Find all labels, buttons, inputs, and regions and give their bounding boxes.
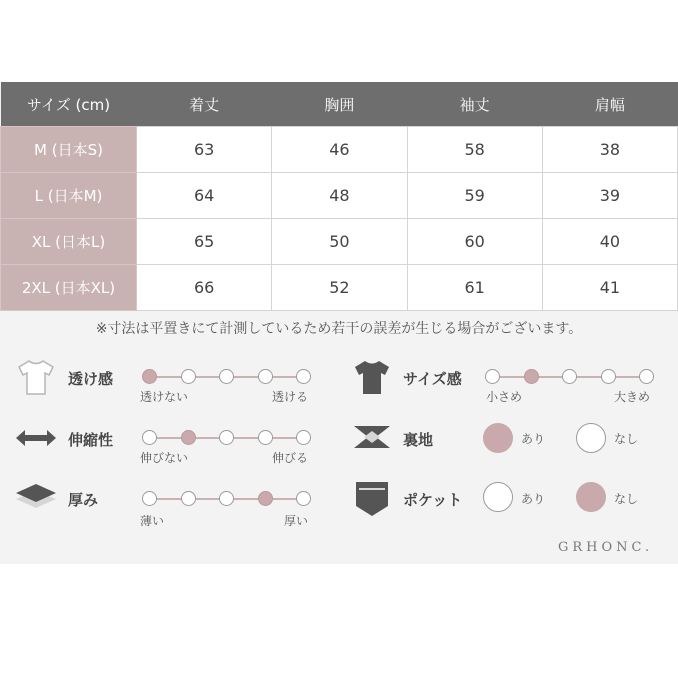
value-cell: 58 [407,127,542,173]
thickness-label: 厚み [68,491,99,509]
thickness-scale-dot [258,491,273,506]
pocket-label: ポケット [403,491,463,509]
stretch-scale-dot [181,430,196,445]
value-cell: 65 [137,219,272,265]
header-size: サイズ (cm) [1,82,137,127]
fit-scale-dot [601,369,616,384]
sheer-scale-dot [296,369,311,384]
value-cell: 48 [272,173,407,219]
value-cell: 50 [272,219,407,265]
stretch-scale-dot [142,430,157,445]
value-cell: 38 [542,127,677,173]
value-cell: 41 [542,265,677,311]
stretch-scale-dot [258,430,273,445]
value-cell: 39 [542,173,677,219]
header-sleeve: 袖丈 [407,82,542,127]
lining-no-option [576,423,606,453]
header-chest: 胸囲 [272,82,407,127]
sheer-min-label: 透けない [140,390,189,404]
thickness-min-label: 薄い [140,514,165,528]
value-cell: 40 [542,219,677,265]
table-row [1,127,678,173]
fit-scale-dot [639,369,654,384]
lining-yes-option [483,423,513,453]
value-cell: 66 [137,265,272,311]
value-cell: 60 [407,219,542,265]
value-cell: 52 [272,265,407,311]
pocket-no-option [576,482,606,512]
header-shoulder: 肩幅 [542,82,677,127]
table-header-row [1,82,678,127]
stretch-min-label: 伸びない [140,451,189,465]
fit-scale-dot [485,369,500,384]
pocket-no-label: なし [614,492,639,506]
thickness-scale-dot [181,491,196,506]
stretch-label: 伸縮性 [68,431,114,449]
value-cell: 46 [272,127,407,173]
sheer-scale-dot [142,369,157,384]
stretch-scale-dot [219,430,234,445]
size-cell: M (日本S) [1,127,137,173]
stretch-scale-dot [296,430,311,445]
table-row [1,219,678,265]
fit-min-label: 小さめ [486,390,523,404]
sheer-scale-dot [181,369,196,384]
brand-logo: GRHONC. [558,540,654,555]
thickness-scale-dot [296,491,311,506]
lining-yes-label: あり [521,432,546,446]
layers-icon [15,482,57,510]
size-table [0,82,678,311]
size-cell: XL (日本L) [1,219,137,265]
table-row [1,173,678,219]
value-cell: 64 [137,173,272,219]
value-cell: 59 [407,173,542,219]
white-tshirt-icon [16,358,56,396]
header-length: 着丈 [137,82,272,127]
pocket-yes-label: あり [521,492,546,506]
sheer-scale-dot [219,369,234,384]
fit-scale-dot [562,369,577,384]
measurement-note: ※寸法は平置きにて計測しているため若干の誤差が生じる場合がございます。 [95,321,583,337]
size-cell: L (日本M) [1,173,137,219]
fit-label: サイズ感 [403,370,462,388]
table-row [1,265,678,311]
fit-scale-dot [524,369,539,384]
thickness-scale-dot [142,491,157,506]
sheer-scale-dot [258,369,273,384]
size-cell: 2XL (日本XL) [1,265,137,311]
lining-icon [352,424,392,452]
sheer-label: 透け感 [68,370,114,388]
value-cell: 63 [137,127,272,173]
fit-max-label: 大きめ [614,390,651,404]
lining-no-label: なし [614,432,639,446]
stretch-max-label: 伸びる [272,451,309,465]
sheer-max-label: 透ける [272,390,309,404]
thickness-scale-dot [219,491,234,506]
double-arrow-icon [15,428,57,448]
value-cell: 61 [407,265,542,311]
pocket-yes-option [483,482,513,512]
pocket-icon [354,480,390,518]
thickness-max-label: 厚い [284,514,309,528]
dark-tshirt-icon [352,358,392,396]
lining-label: 裏地 [403,431,434,449]
